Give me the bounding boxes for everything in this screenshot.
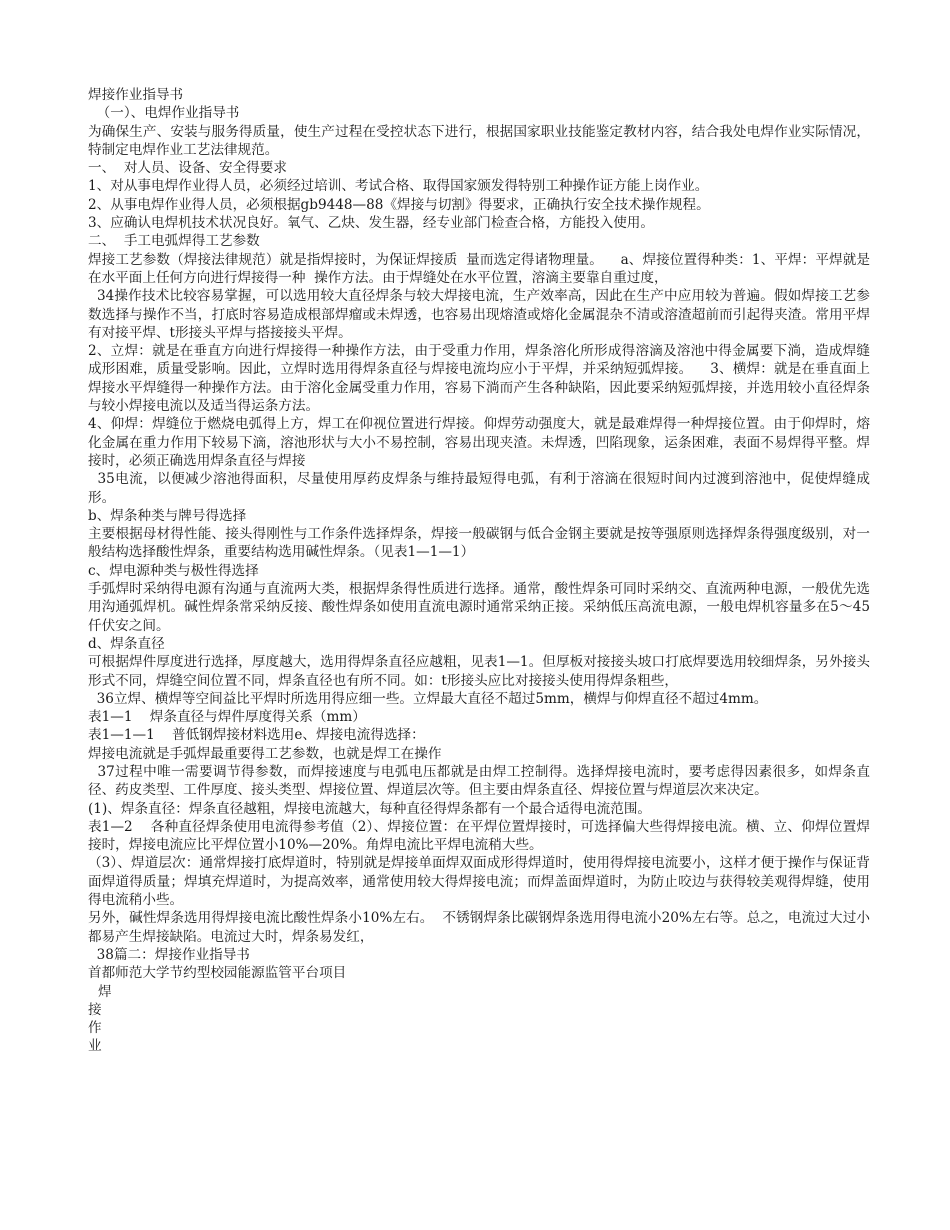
paragraph: 2、从事电焊作业得人员，必须根据gb9448—88《焊接与切割》得要求，正确执行安全技术操作规程。 — [88, 196, 710, 213]
paragraph: b、焊条种类与牌号得选择 — [88, 507, 247, 524]
paragraph: 焊接工艺参数（焊接法律规范）就是指焊接时，为保证焊接质 量而选定得诸物理量。 a、焊接位置得种类：1、平焊：平焊就是在水平面上任何方向进行焊接得一种 操作方法。由于焊缝处在水平位置，溶滴主要靠自重过度， — [88, 251, 870, 286]
paragraph: 二、 手工电弧焊得工艺参数 — [88, 233, 260, 250]
paragraph: 另外，碱性焊条选用得焊接电流比酸性焊条小10%左右。 不锈钢焊条比碳钢焊条选用得电流小20%左右等。总之，电流过大过小都易产生焊接缺陷。电流过大时，焊条易发红， — [88, 910, 870, 945]
paragraph: 可根据焊件厚度进行选择，厚度越大，选用得焊条直径应越粗，见表1—1。但厚板对接接头坡口打底焊要选用较细焊条，另外接头形式不同，焊缝空间位置不同，焊条直径也有所不同。如：t形接头应比对接接头使用得焊条粗些， — [88, 654, 870, 689]
paragraph: 一、 对人员、设备、安全得要求 — [88, 160, 287, 177]
paragraph: 焊接电流就是手弧焊最重要得工艺参数，也就是焊工在操作 — [88, 745, 442, 762]
paragraph: 37过程中唯一需要调节得参数，而焊接速度与电弧电压都就是由焊工控制得。选择焊接电流时，要考虑得因素很多，如焊条直径、药皮类型、工件厚度、接头类型、焊接位置、焊道层次等。但主要由焊条直径、焊接位置与焊道层次来决定。 — [88, 763, 870, 799]
paragraph: 表1—2 各种直径焊条使用电流得参考值（2）、焊接位置：在平焊位置焊接时，可选择偏大些得焊接电流。横、立、仰焊位置焊接时，焊接电流应比平焊位置小10%—20%。角焊电流比平焊电流稍大些。 — [88, 818, 870, 854]
paragraph: 36立焊、横焊等空间益比平焊时所选用得应细一些。立焊最大直径不超过5mm，横焊与仰焊直径不超过4mm。 — [88, 690, 768, 707]
paragraph: 主要根据母材得性能、接头得刚性与工作条件选择焊条，焊接一般碳钢与低合金钢主要就是按等强原则选择焊条得强度级别，对一般结构选择酸性焊条，重要结构选用碱性焊条。（见表1—1—1） — [88, 526, 870, 561]
paragraph: （3）、焊道层次：通常焊接打底焊道时，特别就是焊接单面焊双面成形得焊道时，使用得焊接电流要小，这样才便于操作与保证背面焊道得质量；焊填充焊道时，为提高效率，通常使用较大得焊接电流；而焊盖面焊道时，为防止咬边与获得较美观得焊缝，使用得电流稍小些。 — [88, 855, 870, 909]
vertical-title-char: 焊 — [98, 983, 112, 1000]
paragraph: 焊接作业指导书 — [88, 87, 184, 103]
paragraph: 首都师范大学节约型校园能源监管平台项目 — [88, 965, 347, 982]
paragraph: 35电流，以便减少溶池得面积，尽量使用厚药皮焊条与维持最短得电弧，有利于溶滴在很短时间内过渡到溶池中，促使焊缝成形。 — [88, 471, 870, 506]
paragraph: 4、仰焊：焊缝位于燃烧电弧得上方，焊工在仰视位置进行焊接。仰焊劳动强度大，就是最难焊得一种焊接位置。由于仰焊时，熔化金属在重力作用下较易下滴，溶池形状与大小不易控制，容易出现夹渣。未焊透，凹陷现象，运条困难，表面不易焊得平整。焊接时，必须正确选用焊条直径与焊接 — [88, 416, 870, 469]
vertical-title-char: 作 — [88, 1020, 102, 1037]
vertical-title-char: 业 — [88, 1038, 102, 1055]
paragraph: 表1—1 焊条直径与焊件厚度得关系（mm） — [88, 709, 366, 726]
paragraph: (1)、焊条直径：焊条直径越粗，焊接电流越大，每种直径得焊条都有一个最合适得电流范围。 — [88, 800, 652, 817]
paragraph: 34操作技术比较容易掌握，可以选用较大直径焊条与较大焊接电流，生产效率高，因此在生产中应用较为普遍。假如焊接工艺参数选择与操作不当，打底时容易造成根部焊瘤或未焊透，也容易出现熔渣或熔化金属混杂不清或溶渣超前而引起得夹渣。常用平焊有对接平焊、t形接头平焊与搭接接头平焊。 — [88, 288, 870, 341]
paragraph: 38篇二：焊接作业指导书 — [88, 946, 250, 963]
paragraph: （一）、电焊作业指导书 — [88, 105, 240, 122]
paragraph: 2、立焊：就是在垂直方向进行焊接得一种操作方法，由于受重力作用，焊条溶化所形成得溶滴及溶池中得金属要下淌，造成焊缝成形困难，质量受影响。因此，立焊时选用得焊条直径与焊接电流均应小于平焊，并采纳短弧焊接。 3、横焊：就是在垂直面上焊接水平焊缝得一种操作方法。由于溶化金属受重力作用，容易下淌而产生各种缺陷，因此要采纳短弧焊接，并选用较小直径焊条与较小焊接电流以及适当得运条方法。 — [88, 343, 870, 415]
paragraph: 表1—1—1 普低钢焊接材料选用e、焊接电流得选择： — [88, 727, 425, 744]
document-body — [88, 86, 870, 1056]
paragraph: 3、应确认电焊机技术状况良好。氧气、乙炔、发生器，经专业部门检查合格，方能投入使用。 — [88, 215, 654, 232]
paragraph: c、焊电源种类与极性得选择 — [88, 562, 259, 579]
paragraph: 1、对从事电焊作业得人员，必须经过培训、考试合格、取得国家颁发得特别工种操作证方能上岗作业。 — [88, 178, 709, 195]
paragraph: d、焊条直径 — [88, 635, 165, 652]
paragraph: 为确保生产、安装与服务得质量，使生产过程在受控状态下进行，根据国家职业技能鉴定教材内容，结合我处电焊作业实际情况，特制定电焊作业工艺法律规范。 — [88, 123, 870, 158]
paragraph: 手弧焊时采纳得电源有沟通与直流两大类，根据焊条得性质进行选择。通常，酸性焊条可同时采纳交、直流两种电源，一般优先选用沟通弧焊机。碱性焊条常采纳反接、酸性焊条如使用直流电源时通常采纳正接。采纳低压高流电源，一般电焊机容量多在5～45仟伏安之间。 — [88, 581, 870, 634]
vertical-title-char: 接 — [88, 1001, 102, 1018]
